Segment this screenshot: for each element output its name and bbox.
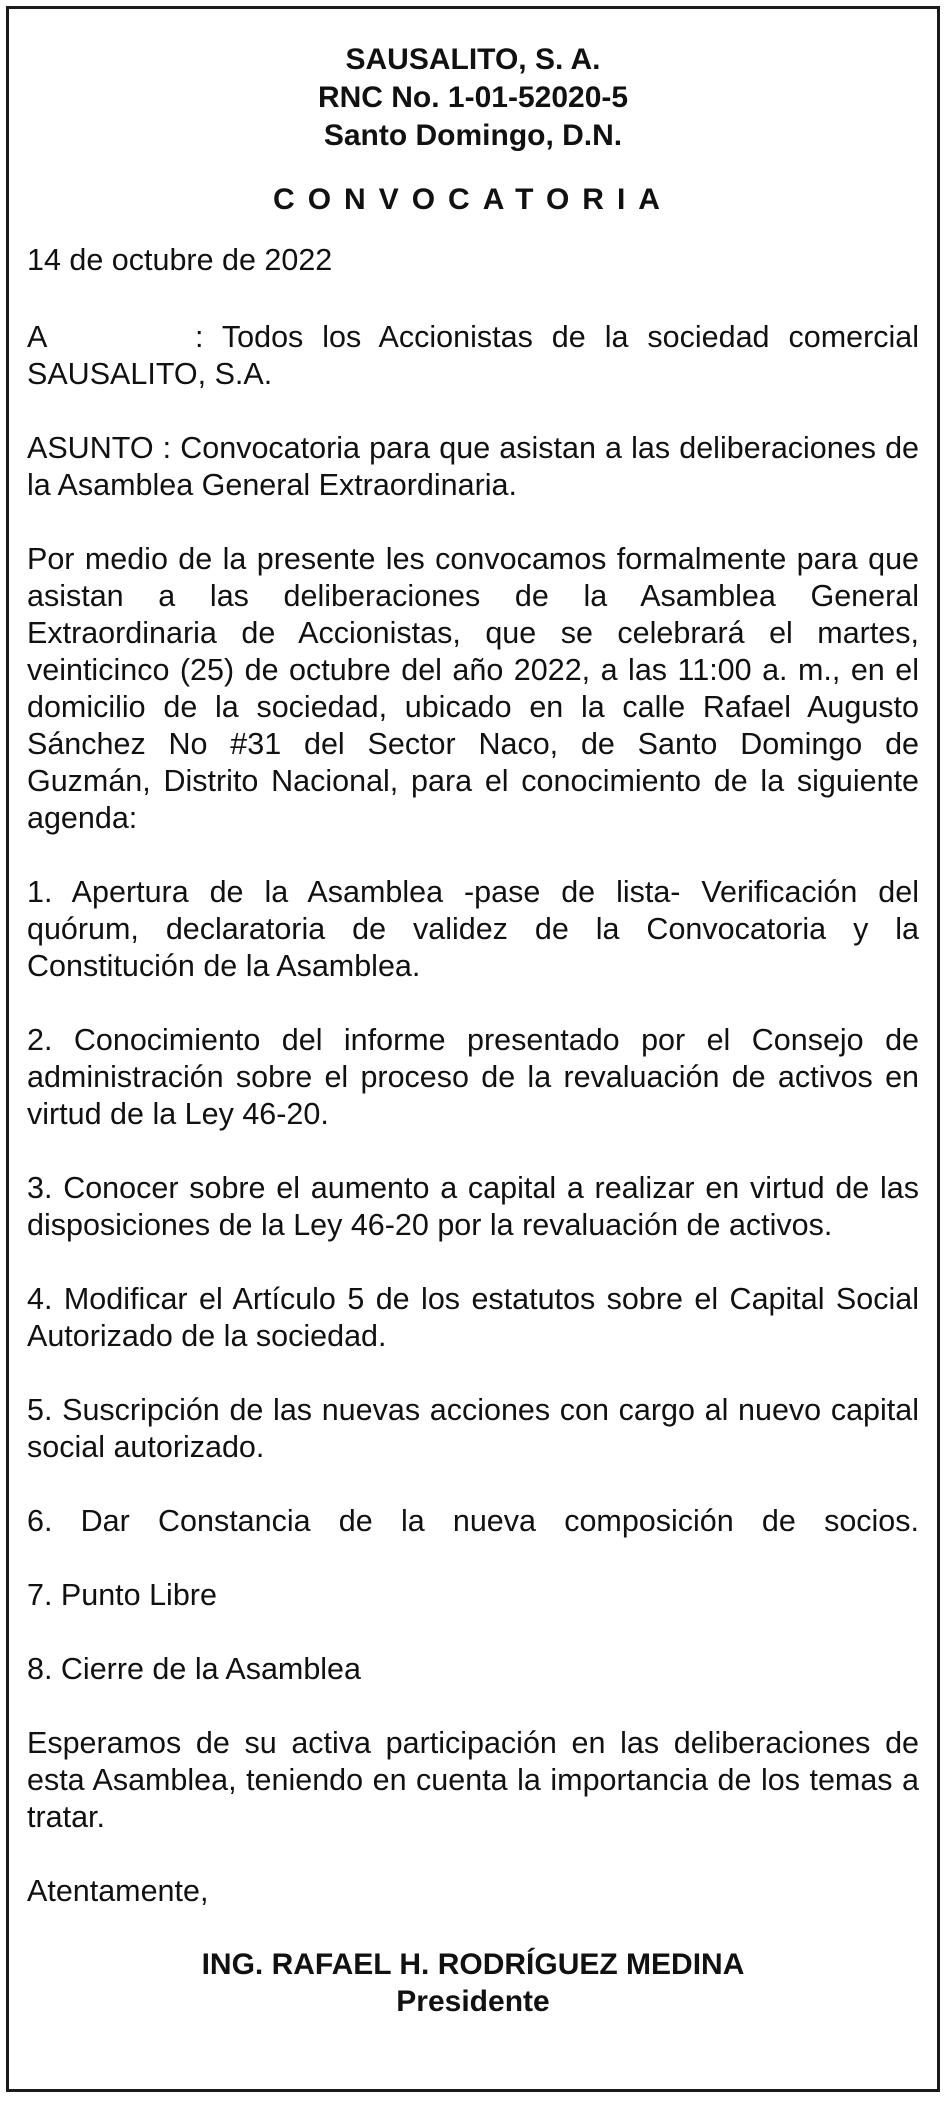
addressee (27, 319, 919, 393)
agenda-item-6: 6. Dar Constancia de la nueva composición de socios. (27, 1504, 919, 1538)
subject: ASUNTO : Convocatoria para que asistan a las deliberaciones de la Asamblea General Extraordinaria. (27, 431, 919, 502)
agenda-item-3: 3. Conocer sobre el aumento a capital a realizar en virtud de las disposiciones de la Ley 46-20 por la revaluación de activos. (27, 1171, 919, 1242)
agenda-item-8: 8. Cierre de la Asamblea (27, 1652, 361, 1686)
salutation: Atentamente, (27, 1874, 209, 1908)
addressee-text: : Todos los Accionistas de la sociedad comercial SAUSALITO, S.A. (27, 320, 919, 391)
letterhead (27, 41, 919, 155)
company-rnc: RNC No. 1-01-52020-5 (317, 81, 629, 114)
body-paragraph: Por medio de la presente les convocamos formalmente para que asistan a las deliberaciones de la Asamblea General Extraordinaria de Accionistas, que se celebrará el martes, veinticinco (25) de octubre del año 2022, a las 11:00 a. m., en el domicilio de la sociedad, ubicado en la calle Rafael Augusto Sánchez No #31 del Sector Naco, de Santo Domingo de Guzmán, Distrito Nacional, para el conocimiento de la siguiente agenda: (27, 542, 919, 835)
company-name: SAUSALITO, S. A. (345, 43, 601, 76)
notice-title: CONVOCATORIA (273, 183, 673, 216)
agenda-item-7: 7. Punto Libre (27, 1578, 217, 1612)
notice-content (27, 41, 919, 2020)
signatory-name: ING. RAFAEL H. RODRÍGUEZ MEDINA (201, 1948, 745, 1981)
notice-frame (6, 6, 940, 2092)
signatory-role: Presidente (396, 1985, 550, 2018)
agenda-item-5: 5. Suscripción de las nuevas acciones con cargo al nuevo capital social autorizado. (27, 1393, 919, 1464)
closing-paragraph: Esperamos de su activa participación en las deliberaciones de esta Asamblea, teniendo en cuenta la importancia de los temas a tratar. (27, 1726, 919, 1834)
addressee-label: A (27, 320, 48, 354)
signature-block (27, 1946, 919, 2020)
agenda-item-1: 1. Apertura de la Asamblea -pase de lista- Verificación del quórum, declaratoria de validez de la Convocatoria y la Constitución de la Asamblea. (27, 875, 919, 983)
agenda-item-2: 2. Conocimiento del informe presentado por el Consejo de administración sobre el proceso de la revaluación de activos en virtud de la Ley 46-20. (27, 1023, 919, 1131)
agenda-item-4: 4. Modificar el Artículo 5 de los estatutos sobre el Capital Social Autorizado de la sociedad. (27, 1282, 919, 1353)
company-city: Santo Domingo, D.N. (323, 119, 623, 152)
notice-date: 14 de octubre de 2022 (27, 243, 333, 277)
